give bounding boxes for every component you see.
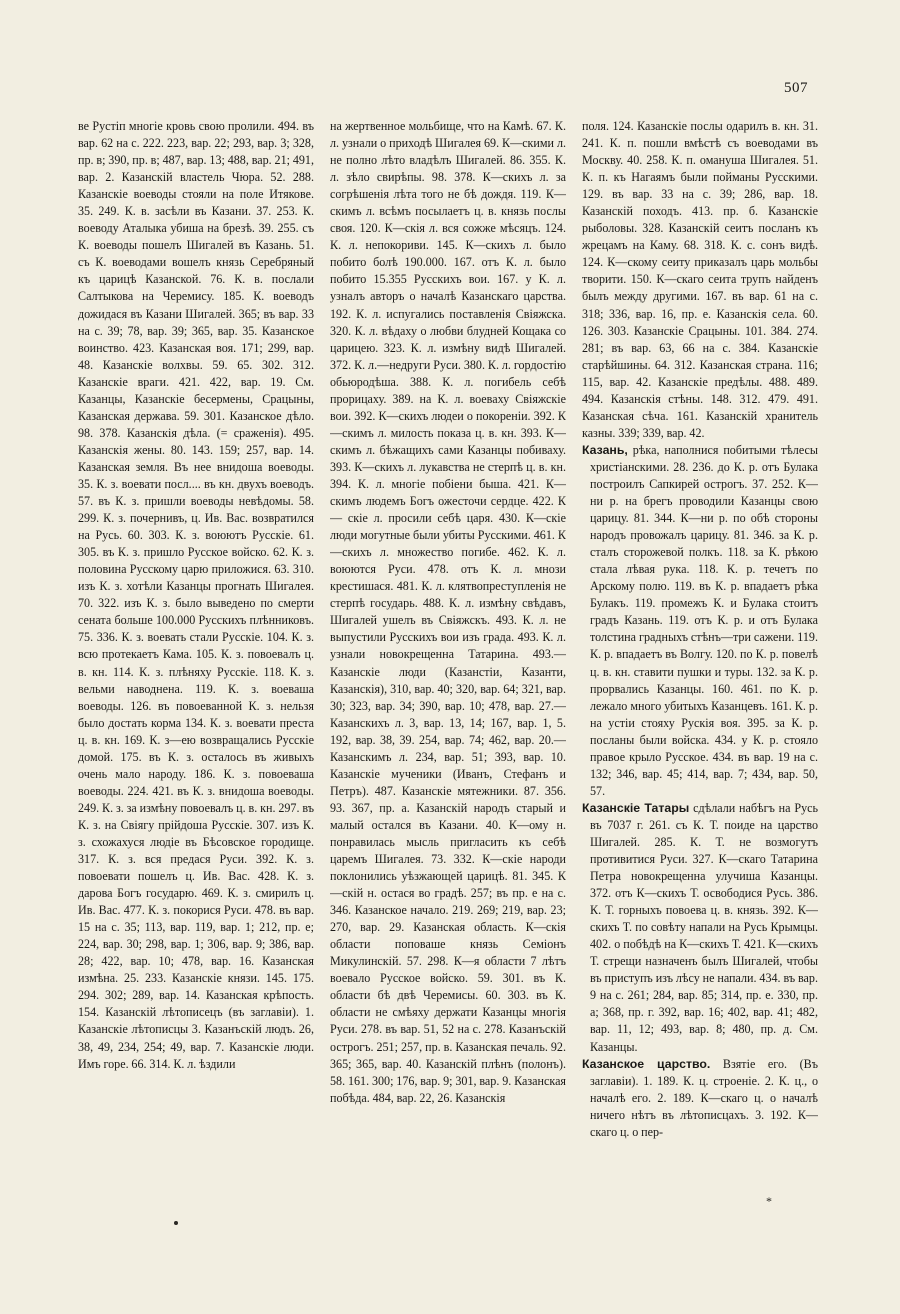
index-paragraph: на жертвенное мольбище, что на Камѣ. 67. К. л. узнали о приходѣ Шигалея 69. К—скими л. не полно лѣто владѣлъ Шигалей. 86. 355. К. л. зѣло свирѣпы. 98. 378. К—скихъ л. за согрѣшенія лѣта того не бѣ дождя. 119. К—скимъ л. всѣмъ посылаетъ ц. в. князь послы своя. 120. К—скія л. вся сожже мѣсяцъ. 124. К. л. непокориви. 145. К—скихъ л. было побито болѣ 190.000. 167. отъ К. л. было побито 15.355 Русскихъ вои. 167. у К. л. узналъ авторъ о началѣ Казанскаго царства. 192. К. л. испугались поставленія Свіяжска. 320. К. л. вѣдаху о любви блудней Кощака со царицею. 323. К. л. измѣну видѣ Шигалей. 372. К. л.—недруги Руси. 380. К. л. гордостію обьюродѣша. 388. К. л. погибель себѣ прорицаху. 389. на К. л. воеваху Свіяжскіе вои. 392. К—скихъ людеи о покореніи. 392. К—скимъ л. милость показа ц. в. кн. 393. К—скимъ л. бѣжащихъ сами Казанцы побиваху. 393. К—скихъ л. лукавства не стерпѣ ц. в. кн. 394. К. л. многіе побіени быша. 421. К—скимъ людемъ Богъ ожесточи сердце. 422. К — скіе л. просили себѣ царя. 430. К—скіе люди могутные были убиты Русскими. 461. К—скихъ л. множество погибе. 462. К. л. воюются Руси. 478. отъ К. л. мнози крестишася. 481. К. л. клятвопреступленія не стерпѣ государь. 488. К. л. измѣну свѣдавъ, Шигалей ушелъ въ Свіяжскъ. 493. К. л. не выпустили Русскихъ вои изъ града. 493. К. л. узнали новокрещенна Татарина. 493.—Казанскіе люди (Казанстіи, Казанти, Казанскія), 310, вар. 40; 320, вар. 64; 321, вар. 30; 323, вар. 34; 390, вар. 10; 478, вар. 27.—Казанскихъ л. 3, вар. 13, 14; 167, вар. 1, 5. 192, вар. 38, 39. 254, вар. 74; 462, вар. 20.—Казанскимъ л. 234, вар. 51; 393, вар. 10. Казанскіе мученики (Иванъ, Стефанъ и Петръ). 487. Казанскіе мятежники. 87. 356. 93. 367, пр. а. Казанскій народъ старый и малый остался въ Казани. 40. К—ому н. понравилась мысль пригласить къ себѣ царемъ Шигалея. 73. 332. К—скіе народи поклонились уѣзжающей царицѣ. 81. 345. К—скій н. остася во градѣ. 257; въ пр. е на с. 346. Казанское начало. 219. 269; 219, вар. 23; 270, вар. 29. Казанская область. К—скія области поповаше князь Семіонъ Микулинскій. 57. 298. К—я области 7 лѣтъ воевало Русское войско. 59. 301. въ К. области бѣ двѣ Черемисы. 60. 303. въ К. области не смѣяху держати Казанцы многія Руси. 278. въ вар. 51, 52 на с. 278. Казанъскій острогъ. 251; 257, пр. в. Казанская печаль. 92. 365; 365, вар. 40. Казанскій плѣнъ (полонъ). 58. 161. 300; 176, вар. 9; 301, вар. 9. Казанская побѣда. 484, вар. 22, 26. Казанскія [330, 119, 566, 1105]
page-number: 507 [784, 80, 808, 96]
index-entry-kazan-tatars [582, 800, 818, 1056]
column-right [582, 118, 818, 1288]
entry-text: Взятіе его. (Въ заглавіи). 1. 189. К. ц. строеніе. 2. К. ц., о началѣ его. 2. 189. К—скаго ц. о началѣ ничего нѣтъ въ лѣтописцахъ. 3. 192. К—скаго ц. о пер- [590, 1056, 818, 1139]
text-columns [78, 118, 818, 1288]
index-paragraph: ве Рустіп многіе кровь свою пролили. 494. въ вар. 62 на с. 222. 223, вар. 22; 293, вар. 3; 328, пр. в; 390, пр. в; 487, вар. 13; 488, вар. 21; 491, вар. 2. Казанскій властель Чюра. 52. 288. Казанскіе воеводы стояли на поле Итякове. 35. 249. К. в. засѣли въ Казани. 37. 253. К. воеводу Аталыка убиша на брезѣ. 39. 255. съ К. воеводы пошелъ Шигалей въ Казань. 51. съ К. воеводами вошелъ князь Серебряный къ царицѣ Казанской. 76. К. в. послали Салтыкова на Черемису. 185. К. воеводъ дожидася въ Казани Шигалей. 365; въ вар. 33 на с. 39; 78, вар. 39; 365, вар. 35. Казанское воинство. 423. Казанская воя. 171; 299, вар. 48. Казанскіе волхвы. 59. 65. 302. 312. Казанскіе враги. 421. 422, вар. 19. См. Казанцы, Казанскіе бесермены, Срацыны, Казанская держава. 59. 301. Казанское дѣло. 98. 378. Казанскія дѣла. (= сраженія). 495. Казанскія жены. 80. 143. 159; 257, вар. 14. Казанская земля. Въ нее внидоша воеводы. 35. К. з. воевати посл.... въ кн. двухъ воеводъ. 57. въ К. з. пришли воеводы невѣдомы. 58. 299. К. з. почернивъ, ц. Ив. Вас. возвратился на Русь. 60. 303. К. з. воюютъ Русскіе. 61. 305. въ К. з. пришло Русское войско. 62. К. з. половина Русскому царю приложися. 63. 310. изъ К. з. хотѣли Казанцы прогнать Шигалея. 70. 322. изъ К. з. было выведено по смерти сената больше 100.000 Русскихъ плѣнниковъ. 75. 336. К. з. воевать стали Русскіе. 104. К. з. всю протекаетъ Кама. 105. К. з. повоевалъ ц. в. кн. 114. К. з. плѣняху Русскіе. 118. К. з. вельми наводнена. 119. К. з. воеваша воеводы. 126. въ повоеванной К. з. нельзя было достать корма 134. К. з. воевати преста ц. в. кн. 169. К. з—ею возвращались Русскіе домой. 175. въ К. з. осталось въ живыхъ очень мало народу. 186. К. з. повоеваша воеводы. 224. 421. въ К. з. внидоша воеводы. 249. К. з. за измѣну повоевалъ ц. в. кн. 297. въ К. з. на Свіягу прійдоша Русскіе. 307. изъ К. з. схожахуся людіе въ Бѣсовское городище. 317. К. з. вся предася Руси. 392. К. з. повоевати пошелъ ц. Ив. Вас. 428. К. з. дарова Богъ государю. 469. К. з. смирилъ ц. Ив. Вас. 477. К. з. покорися Руси. 478. въ вар. 15 на с. 35; 113, вар. 119, вар. 1; 212, пр. е; 224, вар. 30; 298, вар. 1; 306, вар. 9; 386, вар. 28; 422, вар. 10; 478, вар. 16. Казанская измѣна. 25. 233. Казанскіе князи. 145. 175. 294. 302; 289, вар. 14. Казанская крѣпость. 154. Казанскій лѣтописецъ (въ заглавіи). 1. Казанскіе лѣтописцы 3. Казанъскій людъ. 26, 38, 49, 234, 254; 49, вар. 7. Казанскіе люди. Имъ горе. 66. 314. К. л. ѣздили [78, 119, 314, 1071]
entry-text: рѣка, наполнися побитыми тѣлесы христіанскими. 28. 236. до К. р. отъ Булака построилъ Сапкирей острогъ. 37. 252. К—ни р. на брегъ проводили Казанцы свою царицу. 81. 344. К—ни р. по обѣ стороны народъ провожалъ царицу. 81. 346. за К. р. сталъ сторожевой полкъ. 118. за К. рѣкою стала лѣвая рука. 118. К. р. течетъ по Арскому полю. 119. въ К. р. впадаетъ рѣка Булакъ. 119. промежъ К. и Булака стоитъ градъ Казань. 119. отъ К. р. и отъ Булака толстина градныхъ стѣнъ—три сажени. 119. К. р. впадаетъ въ Волгу. 120. по К. р. повелѣ ц. в. кн. ставити пушки и туры. 132. за К. р. прорвались Казанцы. 160. 461. по К. р. лежало много убитыхъ Казанцевъ. 161. К. р. на устіи стояху Рускія воя. 395. за К. р. посланы были войска. 434. у К. р. стояло правое крыло Русское. 434. въ вар. 19 на с. 132; 346, вар. 45; 414, вар. 7; 434, вар. 50, 57. [590, 442, 818, 798]
index-entry-kazan-tsardom [582, 1056, 818, 1141]
column-middle [330, 118, 566, 1288]
index-entry-kazan-river [582, 442, 818, 800]
entry-text: сдѣлали набѣгъ на Русь въ 7037 г. 261. съ К. Т. поиде на царство Шигалей. 285. К. Т. не возмогутъ противитися Руси. 327. К—скаго Татарина Петра новокрещенна улучиша Казанцы. 372. отъ К—скихъ Т. освободися Русь. 386. К. Т. горныхъ повоева ц. в. князь. 392. К—скихъ Т. по совѣту напали на Русь Крымцы. 402. о побѣдѣ на К—скихъ Т. 421. К—скихъ Т. стрещи назначенъ былъ Шигалей, чтобы въ приступъ изъ лѣсу не напали. 434. въ вар. 9 на с. 261; 284, вар. 85; 314, пр. е. 330, пр. а; 368, пр. г. 392, вар. 16; 402, вар. 41; 482, вар. 11, 12; 493, вар. 8; 480, пр. д. См. Казанцы. [590, 800, 818, 1054]
signature-mark: * [766, 1194, 772, 1208]
ink-speck [174, 1221, 178, 1225]
entry-headword: Казань, [582, 442, 628, 457]
column-left [78, 118, 314, 1288]
index-paragraph: поля. 124. Казанскіе послы одарилъ в. кн. 31. 241. К. п. пошли вмѣстѣ съ воеводами въ Москву. 40. 258. К. п. омануша Шигалея. 51. К. п. къ Нагаямъ были пойманы Русскими. 129. въ вар. 33 на с. 39; 286, вар. 18. Казанскій походъ. 413. пр. б. Казанскіе рыболовы. 328. Казанскій сеитъ посланъ къ жрецамъ на Каму. 68. 318. К. с. сонъ видѣ. 124. К—скому сеиту приказалъ царь мольбы творити. 150. К—скаго сеита трупъ найденъ былъ между другими. 167. въ вар. 61 на с. 318; 336, вар. 16, пр. е. Казанскія села. 60. 126. 303. Казанскіе Срацыны. 101. 384. 274. 281; въ вар. 63, 66 на с. 384. Казанскіе старѣйшины. 64. 312. Казанская страна. 116; 115, вар. 42. Казанскіе предѣлы. 488. 489. 494. Казанскія стѣны. 148. 312. 479. 491. Казанская сѣча. 161. Казанскій хранитель казны. 339; 339, вар. 42. [582, 119, 818, 440]
entry-headword: Казанскіе Татары [582, 800, 690, 815]
entry-headword: Казанское царство. [582, 1056, 711, 1071]
